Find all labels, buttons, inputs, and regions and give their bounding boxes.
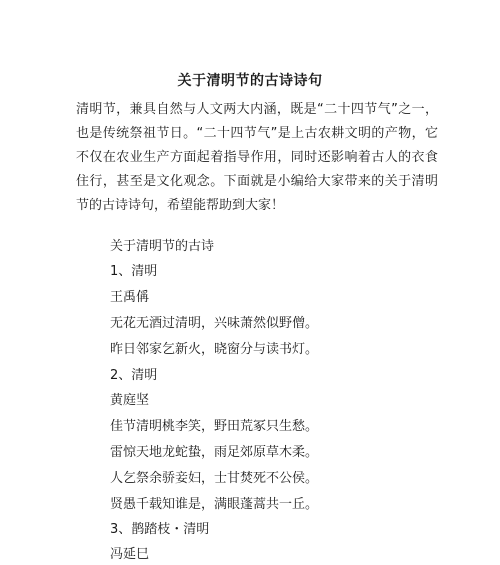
poem-title: 2、清明 <box>110 368 158 383</box>
poem-line: 佳节清明桃李笑，野田荒冢只生愁。 <box>110 419 319 434</box>
poem-author: 王禹偁 <box>110 290 150 305</box>
poem-title: 1、清明 <box>110 264 158 279</box>
poem-line: 雷惊天地龙蛇蛰，雨足郊原草木柔。 <box>110 445 319 460</box>
section-heading: 关于清明节的古诗 <box>110 239 215 254</box>
poem-author: 黄庭坚 <box>110 393 150 408</box>
document-title: 关于清明节的古诗诗句 <box>177 73 323 89</box>
poem-author: 冯延巳 <box>110 547 150 562</box>
intro-paragraph: 清明节，兼具自然与人文两大内涵，既是“二十四节气”之一，也是传统祭祖节日。“二十四节气”是上古农耕文明的产物，它不仅在农业生产方面起着指导作用，同时还影响着古人的衣食住行，甚至是文化观念。下面就是小编给大家带来的关于清明节的古诗诗句，希望能帮助到大家！ <box>76 102 438 213</box>
poem-line: 无花无酒过清明，兴味萧然似野僧。 <box>110 316 319 331</box>
poem-title: 3、鹊踏枝・清明 <box>110 522 210 537</box>
poem-line: 昨日邻家乞新火，晓窗分与读书灯。 <box>110 342 319 357</box>
poem-line: 贤愚千载知谁是，满眼蓬蒿共一丘。 <box>110 497 319 512</box>
poem-line: 人乞祭余骄妾妇，士甘焚死不公侯。 <box>110 471 319 486</box>
